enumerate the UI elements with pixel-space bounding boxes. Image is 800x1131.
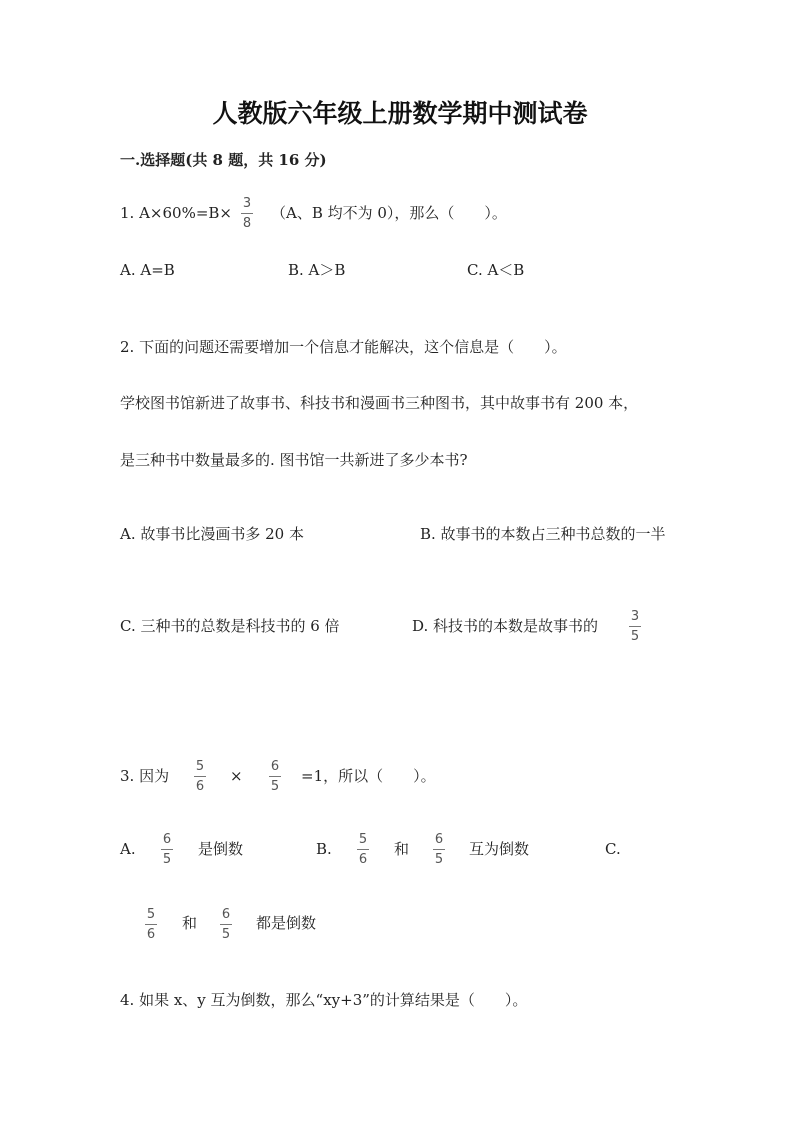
q1-option-c: C. A＜B [467,261,525,279]
q1-text-b: （A、B 均不为 0），那么（ ）。 [271,204,507,222]
q3-option-b-text: 互为倒数 [469,840,530,858]
fraction-bar [161,849,173,850]
fraction-bar [145,924,157,925]
q2-option-a: A. 故事书比漫画书多 20 本 [120,525,304,543]
q3-option-a-text: 是倒数 [198,840,244,858]
q3-option-b-fraction-2 [431,832,447,867]
q3-option-b-and: 和 [394,840,410,858]
fraction-numerator: 5 [358,832,368,847]
fraction-numerator: 5 [195,759,205,774]
q3-option-a-fraction [159,832,175,867]
fraction-numerator: 3 [630,609,640,624]
q2-line-2: 是三种书中数量最多的. 图书馆一共新进了多少本书? [120,451,468,469]
q3-times-sign: × [230,767,243,785]
q1-text-a: 1. A×60%=B× [120,204,232,222]
fraction-numerator: 6 [270,759,280,774]
q3-option-b-label: B. [316,840,332,858]
q1-fraction [239,196,255,231]
q3-option-c-text: 都是倒数 [256,914,317,932]
q2-line-1: 学校图书馆新进了故事书、科技书和漫画书三种图书，其中故事书有 200 本， [120,394,639,412]
q2-option-b: B. 故事书的本数占三种书总数的一半 [420,525,666,543]
q1-option-b: B. A＞B [288,261,346,279]
q3-fraction-1 [192,759,208,794]
fraction-denominator: 8 [242,216,252,231]
q3-option-c-fraction-1 [143,907,159,942]
fraction-denominator: 5 [221,927,231,942]
q2-option-d: D. 科技书的本数是故事书的 [412,617,599,635]
fraction-denominator: 5 [270,779,280,794]
q1-option-a: A. A=B [120,261,175,279]
fraction-bar [433,849,445,850]
fraction-bar [194,776,206,777]
q3-prefix: 3. 因为 [120,767,170,785]
fraction-denominator: 6 [146,927,156,942]
q3-suffix: =1，所以（ ）。 [301,767,436,785]
fraction-denominator: 6 [358,852,368,867]
fraction-bar [269,776,281,777]
fraction-bar [220,924,232,925]
fraction-numerator: 5 [146,907,156,922]
fraction-numerator: 6 [162,832,172,847]
fraction-bar [241,213,253,214]
q3-option-c-fraction-2 [218,907,234,942]
fraction-denominator: 5 [630,629,640,644]
fraction-numerator: 6 [434,832,444,847]
fraction-numerator: 3 [242,196,252,211]
fraction-bar [629,626,641,627]
page-title: 人教版六年级上册数学期中测试卷 [212,99,588,128]
fraction-bar [357,849,369,850]
q4-stem: 4. 如果 x、y 互为倒数，那么“xy+3”的计算结果是（ ）。 [120,991,528,1009]
fraction-denominator: 6 [195,779,205,794]
q3-option-a-label: A. [120,840,136,858]
fraction-denominator: 5 [162,852,172,867]
q2-option-c: C. 三种书的总数是科技书的 6 倍 [120,617,340,635]
fraction-numerator: 6 [221,907,231,922]
section-heading: 一.选择题(共 8 题，共 16 分) [120,151,327,169]
fraction-denominator: 5 [434,852,444,867]
q2-option-d-fraction [627,609,643,644]
q2-stem: 2. 下面的问题还需要增加一个信息才能解决，这个信息是（ ）。 [120,338,567,356]
q3-option-c-and: 和 [182,914,198,932]
q3-option-c-label: C. [605,840,621,858]
q3-fraction-2 [267,759,283,794]
q3-option-b-fraction-1 [355,832,371,867]
